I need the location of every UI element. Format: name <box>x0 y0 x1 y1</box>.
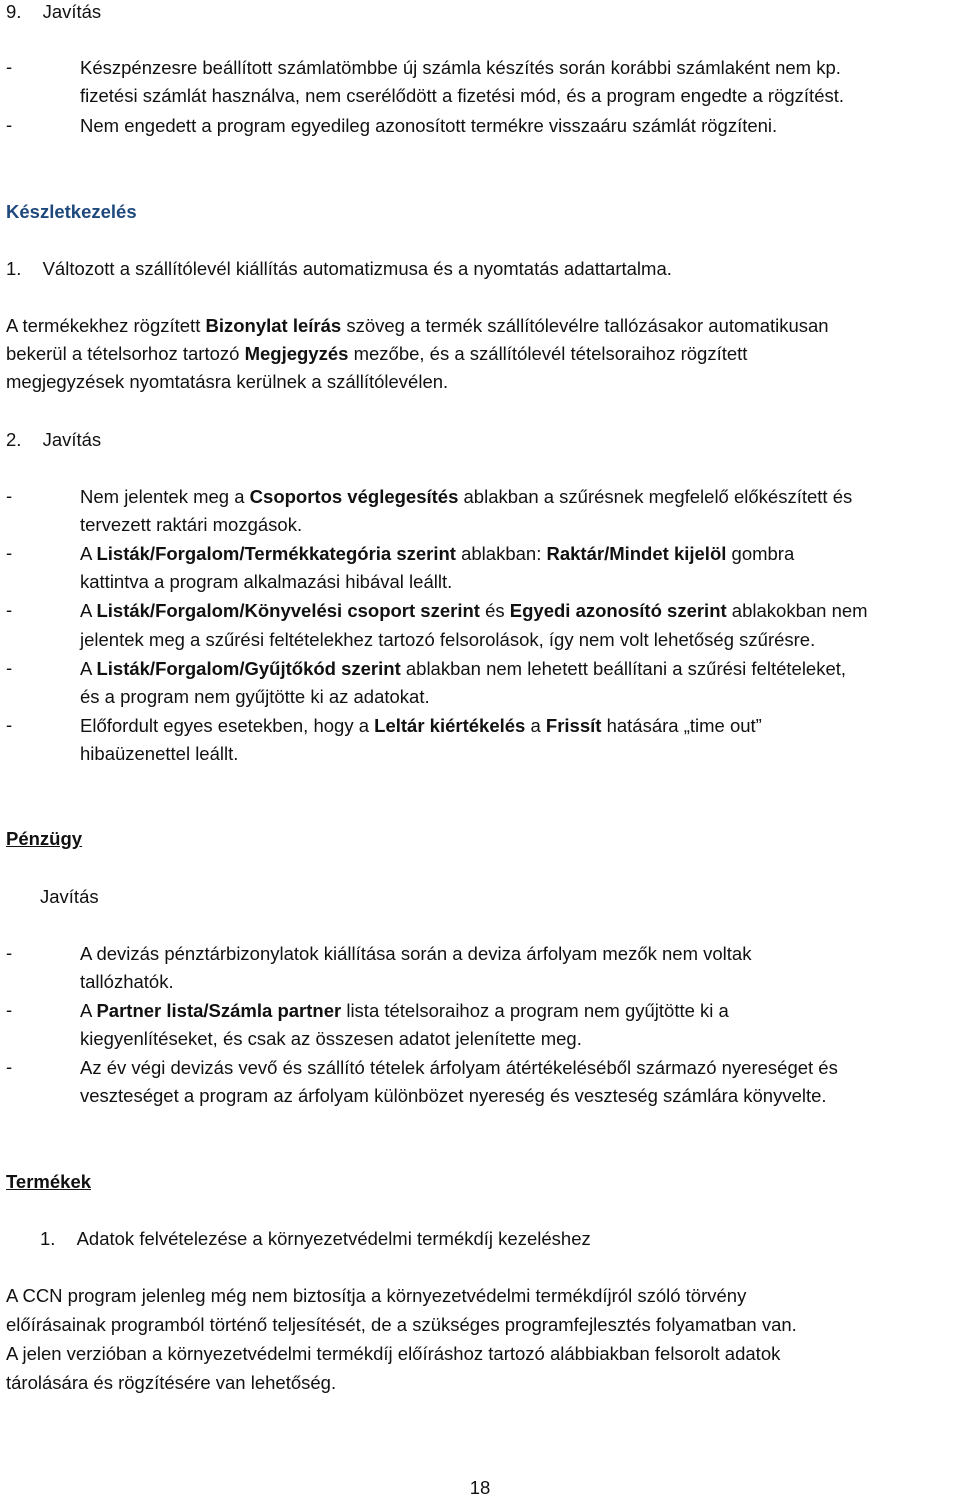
bullet-dash: - <box>6 1056 13 1077</box>
text-run: szöveg a termék szállítólevélre tallózásakor automatikusan <box>341 315 829 336</box>
sub-heading: Javítás <box>40 886 99 907</box>
section-title-keszlet: Készletkezelés <box>6 201 137 222</box>
item-number: 1. <box>40 1228 56 1249</box>
text-run: bekerül a tételsorhoz tartozó <box>6 343 245 364</box>
bullet-dash: - <box>6 657 13 678</box>
list-item <box>80 714 762 738</box>
heading-number: 9. <box>6 1 22 22</box>
list-item: kattintva a program alkalmazási hibával leállt. <box>80 571 453 592</box>
text-run: ablakokban nem <box>726 600 868 621</box>
list-item <box>80 485 852 509</box>
list-item <box>80 999 729 1023</box>
bullet-dash: - <box>6 714 13 735</box>
list-item: Az év végi devizás vevő és szállító tételek árfolyam átértékeléséből származó nyereséget és <box>80 1057 838 1078</box>
text-run: lista tételsoraihoz a program nem gyűjtötte ki a <box>341 1000 729 1021</box>
bold-run: Megjegyzés <box>244 343 349 364</box>
section-title-termekek: Termékek <box>6 1171 92 1192</box>
list-item <box>80 657 846 681</box>
text-run: ablakban a szűrésnek megfelelő előkészített és <box>458 486 853 507</box>
text-run: hatására „time out” <box>601 715 762 736</box>
text-run: Nem jelentek meg a <box>80 486 250 507</box>
heading-text: Javítás <box>42 1 102 22</box>
bullet-dash: - <box>6 942 13 963</box>
paragraph-line <box>6 314 829 338</box>
text-run: gombra <box>726 543 795 564</box>
numbered-item <box>6 428 101 452</box>
list-item <box>80 542 794 566</box>
bullet-dash: - <box>6 114 13 135</box>
list-item: veszteséget a program az árfolyam különbözet nyereség és veszteség számlára könyvelte. <box>80 1085 827 1106</box>
bold-run: Bizonylat leírás <box>205 315 342 336</box>
bold-run: Raktár/Mindet kijelöl <box>546 543 727 564</box>
bold-run: Listák/Forgalom/Könyvelési csoport szerint <box>96 600 480 621</box>
bold-run: Frissít <box>545 715 602 736</box>
bold-run: Listák/Forgalom/Gyűjtőkód szerint <box>96 658 401 679</box>
paragraph-line: A CCN program jelenleg még nem biztosítja a környezetvédelmi termékdíjról szóló törvény <box>6 1285 747 1306</box>
text-run: mezőbe, és a szállítólevél tételsoraihoz rögzített <box>348 343 748 364</box>
item-text: Változott a szállítólevél kiállítás automatizmusa és a nyomtatás adattartalma. <box>42 258 672 279</box>
list-item: Készpénzesre beállított számlatömbbe új számla készítés során korábbi számlaként nem kp. <box>80 57 841 78</box>
page-number: 18 <box>469 1477 491 1498</box>
numbered-item <box>6 257 672 281</box>
bold-run: Listák/Forgalom/Termékkategória szerint <box>96 543 456 564</box>
bold-run: Egyedi azonosító szerint <box>509 600 727 621</box>
paragraph-line <box>6 342 747 366</box>
section-heading <box>6 0 101 24</box>
item-text: Javítás <box>42 429 102 450</box>
list-item: jelentek meg a szűrési feltételekhez tartozó felsorolások, így nem volt lehetőség szűrésre. <box>80 629 816 650</box>
paragraph-line: előírásainak programból történő teljesítését, de a szükséges programfejlesztés folyamatban van. <box>6 1314 797 1335</box>
text-run: Előfordult egyes esetekben, hogy a <box>80 715 375 736</box>
text-run: A <box>80 543 97 564</box>
paragraph-line: A jelen verzióban a környezetvédelmi termékdíj előíráshoz tartozó alábbiakban felsorolt adatok <box>6 1343 781 1364</box>
bullet-dash: - <box>6 485 13 506</box>
list-item: kiegyenlítéseket, és csak az összesen adatot jelenítette meg. <box>80 1028 582 1049</box>
text-run: és <box>479 600 510 621</box>
list-item: tallózhatók. <box>80 971 174 992</box>
list-item: tervezett raktári mozgások. <box>80 514 303 535</box>
text-run: A <box>80 600 97 621</box>
list-item: A devizás pénztárbizonylatok kiállítása során a deviza árfolyam mezők nem voltak <box>80 943 752 964</box>
list-item: fizetési számlát használva, nem cserélődött a fizetési mód, és a program engedte a rögzítést. <box>80 85 845 106</box>
item-number: 1. <box>6 258 22 279</box>
list-item: Nem engedett a program egyedileg azonosított termékre visszaáru számlát rögzíteni. <box>80 115 778 136</box>
bold-run: Leltár kiértékelés <box>374 715 526 736</box>
paragraph-line: megjegyzések nyomtatásra kerülnek a szállítólevélen. <box>6 371 449 392</box>
bullet-dash: - <box>6 599 13 620</box>
list-item: hibaüzenettel leállt. <box>80 743 239 764</box>
item-number: 2. <box>6 429 22 450</box>
text-run: ablakban: <box>455 543 547 564</box>
bullet-dash: - <box>6 542 13 563</box>
text-run: A <box>80 658 97 679</box>
text-run: ablakban nem lehetett beállítani a szűrési feltételeket, <box>400 658 847 679</box>
section-title-penzugy: Pénzügy <box>6 828 83 849</box>
paragraph-line: tárolására és rögzítésére van lehetőség. <box>6 1372 337 1393</box>
item-text: Adatok felvételezése a környezetvédelmi termékdíj kezeléshez <box>76 1228 591 1249</box>
numbered-item <box>6 1227 591 1251</box>
text-run: A <box>80 1000 97 1021</box>
text-run: A termékekhez rögzített <box>6 315 206 336</box>
bold-run: Partner lista/Számla partner <box>96 1000 342 1021</box>
bold-run: Csoportos véglegesítés <box>249 486 459 507</box>
bullet-dash: - <box>6 999 13 1020</box>
list-item <box>80 599 868 623</box>
text-run: a <box>525 715 546 736</box>
list-item: és a program nem gyűjtötte ki az adatokat. <box>80 686 430 707</box>
bullet-dash: - <box>6 56 13 77</box>
